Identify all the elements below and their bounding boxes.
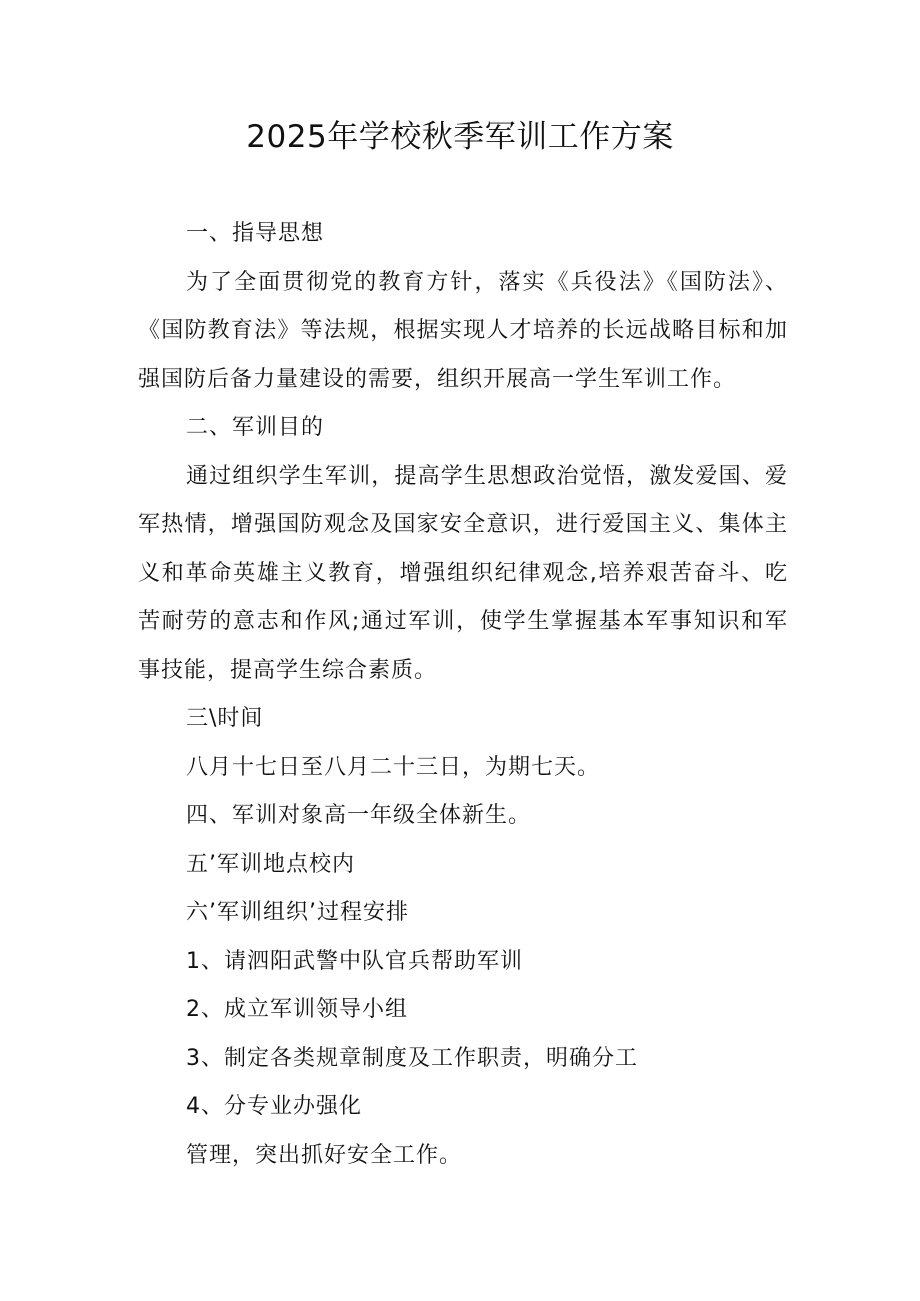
document-body: [138, 210, 788, 1180]
paragraph-training-purpose: 通过组织学生军训，提高学生思想政治觉悟，激发爱国、爱军热情，增强国防观念及国家安全意识，进行爱国主义、集体主义和革命英雄主义教育，增强组织纪律观念,培养艰苦奋斗、吃苦耐劳的意志和作风;通过军训，使学生掌握基本军事知识和军事技能，提高学生综合素质。: [138, 463, 788, 683]
section-heading-training-purpose: 二、军训目的: [186, 415, 325, 440]
section-heading-time: 三\时间: [186, 706, 264, 731]
section-training-target: 四、军训对象高一年级全体新生。: [186, 803, 532, 828]
document-title: 2025年学校秋季军训工作方案: [246, 119, 674, 155]
paragraph-time: 八月十七日至八月二十三日，为期七天。: [186, 754, 601, 780]
section-heading-organization: 六’军训组织’过程安排: [186, 900, 409, 925]
list-item-1: 1、请泗阳武警中队官兵帮助军训: [186, 948, 523, 974]
paragraph-guiding-ideology: 为了全面贯彻党的教育方针，落实《兵役法》《国防法》、《国防教育法》等法规，根据实现人才培养的长远战略目标和加强国防后备力量建设的需要，组织开展高一学生军训工作。: [138, 269, 788, 392]
section-heading-guiding-ideology: 一、指导思想: [186, 221, 325, 246]
list-item-4: 4、分专业办强化: [186, 1094, 362, 1119]
list-item-3: 3、制定各类规章制度及工作职责，明确分工: [186, 1045, 638, 1071]
list-item-2: 2、成立军训领导小组: [186, 997, 408, 1022]
paragraph-management: 管理，突出抓好安全工作。: [186, 1142, 463, 1168]
section-training-location: 五’军训地点校内: [186, 851, 355, 877]
